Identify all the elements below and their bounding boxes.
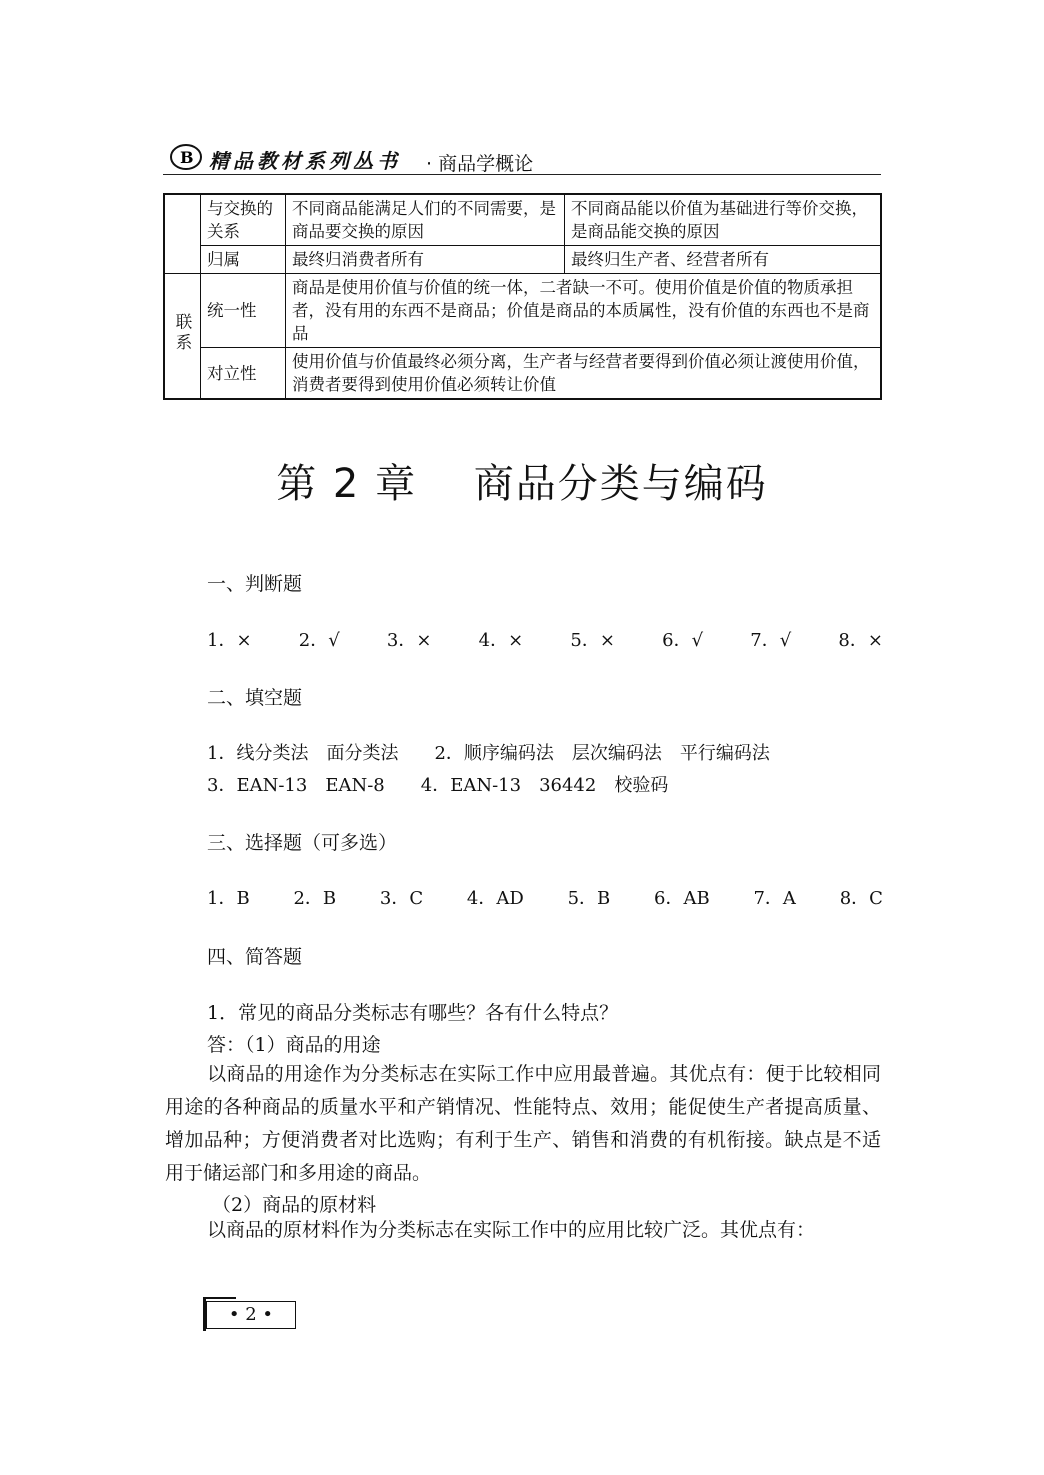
answer-item: 2．B xyxy=(293,888,337,909)
answer-heading: 答：（1）商品的用途 xyxy=(207,1034,381,1056)
table-group-cell xyxy=(164,194,201,274)
row-label: 对立性 xyxy=(201,348,286,400)
table-cell: 不同商品能满足人们的不同需要，是商品要交换的原因 xyxy=(286,194,565,246)
table-row xyxy=(164,274,881,348)
row-label: 归属 xyxy=(201,246,286,274)
link-group-label: 联系 xyxy=(164,274,201,400)
chapter-title: 第 2 章 商品分类与编码 xyxy=(276,461,768,507)
row-label: 与交换的关系 xyxy=(201,194,286,246)
answer-item: 1．B xyxy=(207,888,250,909)
answer-item: 6．AB xyxy=(654,888,710,909)
svg-text:B: B xyxy=(180,148,194,167)
answer-item: 8．C xyxy=(839,888,883,909)
answer-item: 4．AD xyxy=(466,888,524,909)
answer-item: 3．× xyxy=(386,630,432,651)
book-title: · 商品学概论 xyxy=(426,153,534,175)
table-row xyxy=(164,246,881,274)
answer-item: 3．C xyxy=(379,888,424,909)
answer-item: 1．× xyxy=(207,630,252,651)
series-title: 精品教材系列丛书 xyxy=(209,149,401,173)
comparison-table xyxy=(163,193,882,400)
table-row xyxy=(164,194,881,246)
table-row xyxy=(164,348,881,400)
table-cell: 最终归消费者所有 xyxy=(286,246,565,274)
answer-item: 8．× xyxy=(838,630,883,651)
running-header xyxy=(163,140,881,175)
fill-answers-line: 1．线分类法 面分类法 2．顺序编码法 层次编码法 平行编码法 xyxy=(207,743,770,764)
table-cell: 最终归生产者、经营者所有 xyxy=(565,246,882,274)
fill-answers-line: 3．EAN-13 EAN-8 4．EAN-13 36442 校验码 xyxy=(207,775,669,796)
table-cell: 商品是使用价值与价值的统一体，二者缺一不可。使用价值是价值的物质承担者，没有用的东西不是商品；价值是商品的本质属性，没有价值的东西也不是商品 xyxy=(286,274,882,348)
page-number: • 2 • xyxy=(228,1304,274,1325)
row-label: 统一性 xyxy=(201,274,286,348)
section-heading: 二、填空题 xyxy=(207,687,303,709)
answer-item: 7．A xyxy=(753,888,796,909)
section-heading: 四、简答题 xyxy=(207,946,303,968)
judge-answers xyxy=(207,626,883,652)
page-corner-decoration xyxy=(203,1297,236,1331)
table-cell: 使用价值与价值最终必须分离，生产者与经营者要得到价值必须让渡使用价值，消费者要得到使用价值必须转让价值 xyxy=(286,348,882,400)
answer-item: 5．B xyxy=(567,888,611,909)
section-heading: 一、判断题 xyxy=(207,573,303,595)
table-cell: 不同商品能以价值为基础进行等价交换，是商品能交换的原因 xyxy=(565,194,882,246)
choice-answers xyxy=(207,884,883,910)
page-number-box xyxy=(206,1301,296,1329)
question: 1．常见的商品分类标志有哪些？各有什么特点？ xyxy=(207,1002,619,1024)
answer-item: 7．√ xyxy=(750,630,792,651)
answer-item: 4．× xyxy=(478,630,524,651)
body-paragraph: 以商品的原材料作为分类标志在实际工作中的应用比较广泛。其优点有： xyxy=(207,1219,816,1241)
answer-item: 5．× xyxy=(570,630,615,651)
answer-item: 6．√ xyxy=(662,630,704,651)
answer-item: 2．√ xyxy=(298,630,340,651)
answer-subheading: （2）商品的原材料 xyxy=(212,1194,377,1216)
body-paragraph: 以商品的用途作为分类标志在实际工作中应用最普遍。其优点有：便于比较相同用途的各种商品的质量水平和产销情况、性能特点、效用；能促使生产者提高质量、增加品种；方便消费者对比选购；有利于生产、销售和消费的有机衔接。缺点是不适用于储运部门和多用途的商品。 xyxy=(165,1063,881,1184)
publisher-logo-icon xyxy=(169,143,203,171)
section-heading: 三、选择题（可多选） xyxy=(207,832,398,854)
